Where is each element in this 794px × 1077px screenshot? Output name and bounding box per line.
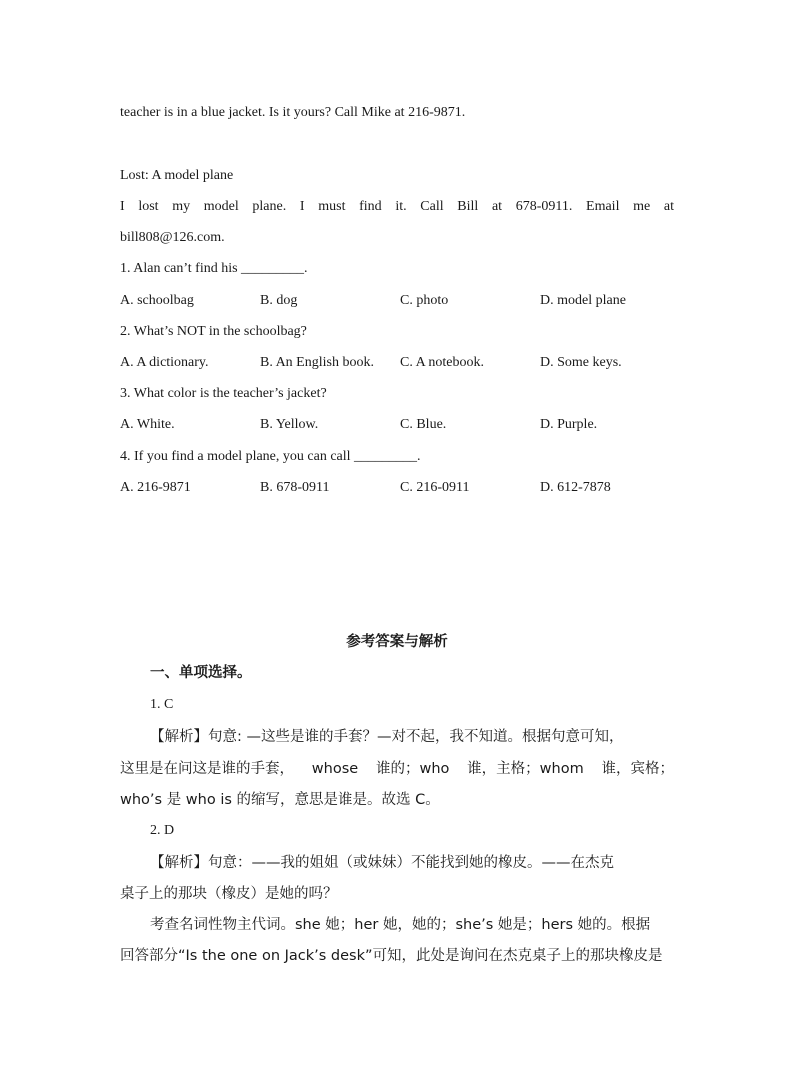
answer-2-line-1: 【解析】句意：——我的姐姐（或妹妹）不能找到她的橡皮。——在杰克 <box>150 855 614 871</box>
segment: 谁的；who <box>375 761 450 777</box>
word: Email <box>586 199 620 214</box>
answer-2-line-3: 考查名词性物主代词。she 她；her 她，她的；she’s 她是；hers 她的。根据 <box>150 917 651 933</box>
lost-title: Lost: A model plane <box>120 168 234 183</box>
question-1-options <box>120 292 680 310</box>
option-b: B. Yellow. <box>260 417 319 432</box>
answer-1-line-2 <box>120 760 674 778</box>
answer-2-line-2: 桌子上的那块（橡皮）是她的吗？ <box>120 886 338 902</box>
word: plane. <box>252 199 287 214</box>
word: it. <box>395 199 407 214</box>
word: Bill <box>457 199 479 214</box>
option-c: C. Blue. <box>400 417 447 432</box>
question-2: 2. What’s NOT in the schoolbag? <box>120 324 307 339</box>
word: must <box>318 199 346 214</box>
option-b: B. dog <box>260 293 298 308</box>
word: model <box>203 199 239 214</box>
answer-2-number: 2. D <box>150 823 175 838</box>
option-a: A. 216-9871 <box>120 480 191 495</box>
question-3: 3. What color is the teacher’s jacket? <box>120 386 327 401</box>
option-b: B. 678-0911 <box>260 480 330 495</box>
word: Call <box>420 199 444 214</box>
question-4-options <box>120 479 680 497</box>
passage-line-teacher: teacher is in a blue jacket. Is it yours? Call Mike at 216-9871. <box>120 105 466 120</box>
word: at <box>491 199 503 214</box>
segment: 这里是在问这是谁的手套， <box>120 761 294 777</box>
option-c: C. photo <box>400 293 449 308</box>
answer-1-line-1: 【解析】句意: —这些是谁的手套？—对不起，我不知道。根据句意可知， <box>150 729 624 745</box>
option-d: D. Purple. <box>540 417 598 432</box>
answers-title: 参考答案与解析 <box>346 634 448 650</box>
word: lost <box>138 199 159 214</box>
option-d: D. Some keys. <box>540 355 622 370</box>
question-4: 4. If you find a model plane, you can call _________. <box>120 449 421 464</box>
option-c: C. A notebook. <box>400 355 485 370</box>
segment: 谁，主格；whom <box>467 761 584 777</box>
option-a: A. A dictionary. <box>120 355 209 370</box>
lost-line-2: bill808@126.com. <box>120 230 225 245</box>
answer-1-number: 1. C <box>150 697 174 712</box>
lost-line-1 <box>120 198 674 216</box>
option-a: A. schoolbag <box>120 293 194 308</box>
word: I <box>299 199 305 214</box>
option-d: D. 612-7878 <box>540 480 611 495</box>
question-2-options <box>120 354 680 372</box>
answer-2-line-4: 回答部分“Is the one on Jack’s desk”可知，此处是询问在杰克桌子上的那块橡皮是 <box>120 948 663 964</box>
question-3-options <box>120 416 680 434</box>
word: my <box>172 199 191 214</box>
section-heading: 一、单项选择。 <box>150 665 252 681</box>
option-d: D. model plane <box>540 293 626 308</box>
question-1: 1. Alan can’t find his _________. <box>120 261 308 276</box>
option-c: C. 216-0911 <box>400 480 470 495</box>
option-a: A. White. <box>120 417 175 432</box>
word: me <box>633 199 651 214</box>
word: find <box>359 199 382 214</box>
answer-1-line-3: who’s 是 who is 的缩写，意思是谁是。故选 C。 <box>120 792 440 808</box>
segment: whose <box>311 761 359 777</box>
word: I <box>120 199 125 214</box>
option-b: B. An English book. <box>260 355 374 370</box>
segment: 谁，宾格； <box>601 761 674 777</box>
word: 678-0911. <box>515 199 573 214</box>
word: at <box>663 199 674 214</box>
